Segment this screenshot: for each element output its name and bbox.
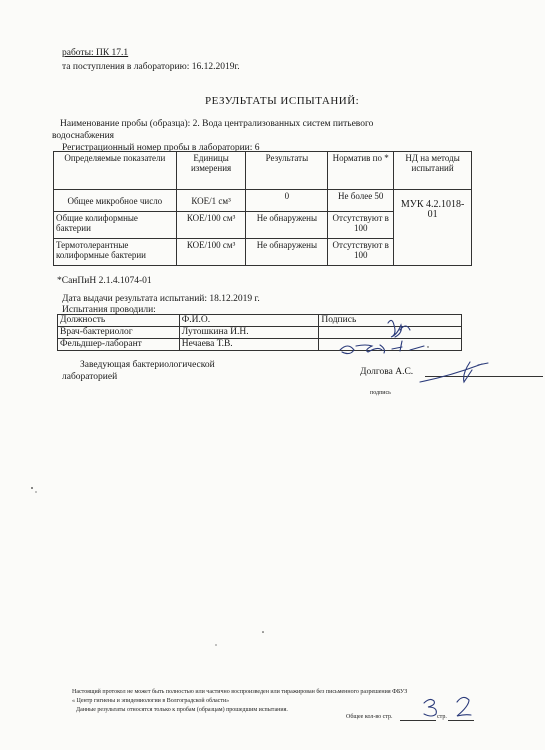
footer-line-3: Данные результаты относятся только к пробам (образцам) прошедшим испытания.	[76, 707, 288, 713]
norm-cell: Не более 50	[328, 190, 394, 212]
issue-date: Дата выдачи результата испытаний: 18.12.2019 г.	[62, 294, 260, 304]
footer-line-2: « Центр гигиены и эпидемиологии в Волгоградской области»	[72, 698, 230, 704]
header-indicator: Определяемые показатели	[54, 152, 177, 190]
name-cell: Лутошкина И.Н.	[179, 327, 319, 339]
page-label: стр.	[437, 714, 447, 720]
sample-name-line-2: водоснабжения	[52, 131, 115, 141]
registration-number: Регистрационный номер пробы в лаборатории: 6	[62, 143, 260, 153]
sample-name-line-1: Наименование пробы (образца): 2. Вода централизованных систем питьевого	[60, 119, 374, 129]
pages-total-label: Общее кол-во стр.	[346, 714, 393, 720]
signature-lutoshkina	[388, 320, 410, 337]
signature-dolgova	[420, 362, 488, 382]
name-cell: Нечаева Т.В.	[179, 339, 319, 351]
norm-cell: Отсутствуют в 100	[328, 212, 394, 239]
speck	[427, 346, 428, 347]
handwritten-page-number	[457, 697, 471, 716]
header-position: Должность	[58, 315, 180, 327]
head-title-line-2: лабораторией	[62, 372, 118, 382]
speck	[262, 631, 264, 633]
header-result: Результаты	[246, 152, 328, 190]
speck	[35, 491, 36, 492]
indicator-cell: Термотолерантные колиформные бактерии	[54, 239, 177, 266]
position-cell: Врач-бактериолог	[58, 327, 180, 339]
signature-nechaeva	[340, 341, 424, 354]
result-cell: Не обнаружены	[246, 239, 328, 266]
header-signature: Подпись	[319, 315, 462, 327]
method-cell: МУК 4.2.1018-01	[394, 190, 472, 266]
indicator-cell: Общее микробное число	[54, 190, 177, 212]
head-name: Долгова А.С.	[360, 367, 414, 377]
footer-line-1: Настоящий протокол не может быть полностью или частично воспроизведен или тиражирован без письменного разрешения ФБУЗ	[72, 689, 408, 695]
header-name: Ф.И.О.	[179, 315, 319, 327]
norm-cell: Отсутствуют в 100	[328, 239, 394, 266]
receipt-date-line: та поступления в лабораторию: 16.12.2019г.	[62, 62, 240, 72]
document-title: РЕЗУЛЬТАТЫ ИСПЫТАНИЙ:	[205, 95, 360, 107]
result-cell: 0	[246, 190, 328, 212]
footnote: *СанПиН 2.1.4.1074-01	[57, 276, 152, 286]
signature-caption: подпись	[370, 390, 391, 396]
unit-cell: КОЕ/1 см³	[176, 190, 246, 212]
handwritten-page-total	[424, 699, 436, 716]
indicator-cell: Общие колиформные бактерии	[54, 212, 177, 239]
result-cell: Не обнаружены	[246, 212, 328, 239]
head-title-line-1: Заведующая бактериологической	[80, 360, 215, 370]
unit-cell: КОЕ/100 см³	[176, 212, 246, 239]
unit-cell: КОЕ/100 см³	[176, 239, 246, 266]
header-method: НД на методы испытаний	[394, 152, 472, 190]
work-line: работы: ПК 17.1	[62, 48, 129, 58]
header-norm: Норматив по *	[328, 152, 394, 190]
page-number-line	[448, 720, 474, 721]
speck	[31, 487, 33, 489]
speck	[215, 644, 216, 645]
position-cell: Фельдшер-лаборант	[58, 339, 180, 351]
pages-total-line	[400, 720, 436, 721]
tests-by-label: Испытания проводили:	[62, 305, 156, 315]
header-unit: Единицы измерения	[176, 152, 246, 190]
